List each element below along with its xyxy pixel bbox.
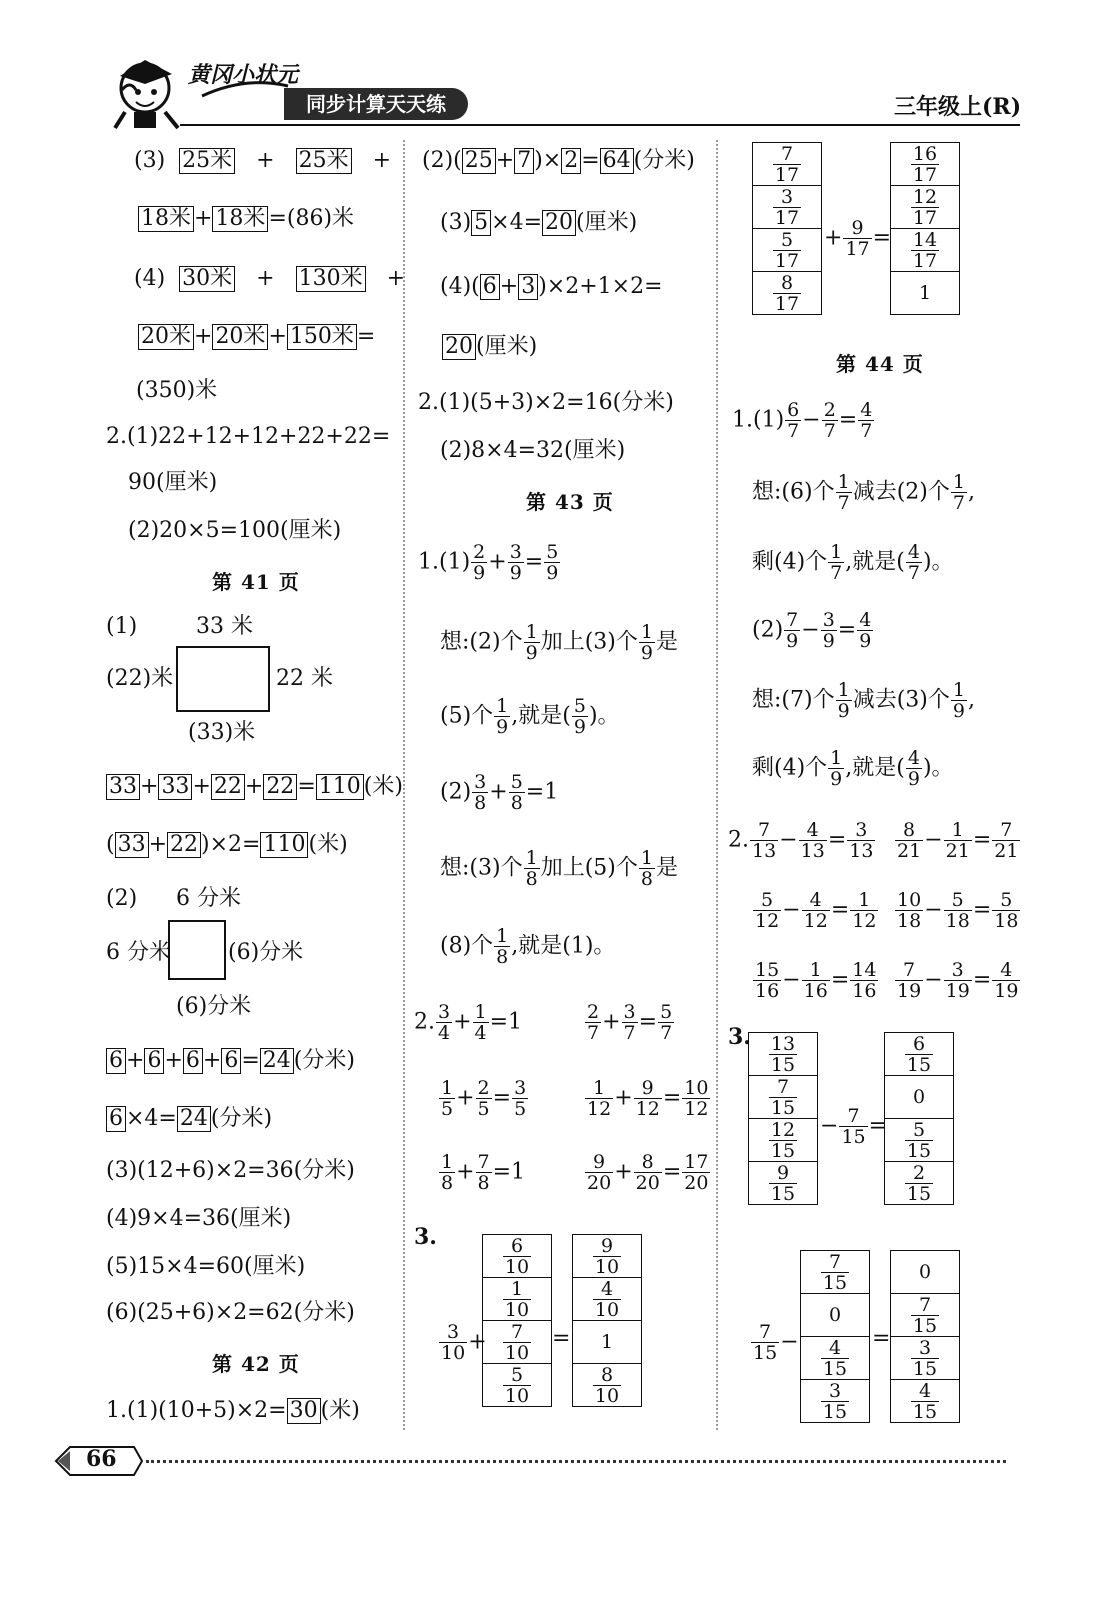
item-label: (1)	[106, 614, 138, 639]
fraction: $\frac{1}{12}$	[587, 1077, 612, 1120]
item-label: (2)	[106, 886, 138, 911]
fraction-table: $\frac{6}{15}$ 0 $\frac{5}{15}$ $\frac{2}{15}$	[884, 1032, 954, 1205]
fraction: $\frac{3}{9}$	[509, 541, 522, 584]
rect-bottom-label: (33)米	[188, 720, 256, 745]
fraction: $\frac{4}{7}$	[860, 399, 873, 442]
fraction-equation: $\frac{5}{12}$ − $\frac{4}{12}$ = $\frac{1}{12}$	[755, 889, 877, 932]
fraction: $\frac{1}{7}$	[830, 541, 843, 584]
fraction-equation: 2. $\frac{7}{13}$ − $\frac{4}{13}$ = $\frac{3}{13}$	[728, 819, 874, 862]
fraction: $\frac{4}{9}$	[859, 609, 872, 652]
think-line: 剩(4)个 $\frac{1}{9}$ ,就是( $\frac{4}{9}$ )。	[752, 747, 954, 790]
fraction: $\frac{5}{8}$	[510, 771, 523, 814]
think-line: 想:(7)个 $\frac{1}{9}$ 减去(3)个 $\frac{1}{9}$ ,	[752, 679, 975, 722]
rectangle-figure	[176, 646, 270, 712]
fraction-equation: $\frac{3}{10}$ +	[441, 1321, 487, 1364]
fraction: $\frac{3}{10}$	[441, 1321, 466, 1364]
fraction: $\frac{1}{12}$	[852, 889, 877, 932]
fraction-equation: $\frac{7}{15}$ −	[753, 1321, 799, 1364]
fraction-table: $\frac{13}{15}$ $\frac{7}{15}$ $\frac{12}{15}$ $\frac{9}{15}$	[748, 1032, 818, 1205]
mascot-icon	[100, 40, 190, 130]
fraction: $\frac{1}{9}$	[952, 679, 965, 722]
fraction: $\frac{4}{7}$	[907, 541, 920, 584]
fraction: $\frac{8}{20}$	[635, 1151, 660, 1194]
square-bottom-label: (6)分米	[176, 994, 252, 1019]
fraction: $\frac{2}{7}$	[587, 1001, 600, 1044]
fraction: $\frac{3}{5}$	[514, 1077, 527, 1120]
fraction: $\frac{4}{9}$	[907, 747, 920, 790]
fraction: $\frac{7}{15}$	[753, 1321, 778, 1364]
answer-line: (3) 5 ×4= 20 (厘米)	[440, 210, 638, 235]
fraction: $\frac{1}{9}$	[837, 679, 850, 722]
footer-dotted-rule	[146, 1460, 1006, 1463]
header-rule	[180, 124, 1020, 126]
fraction-table: $\frac{16}{17}$ $\frac{12}{17}$ $\frac{14}{17}$ 1	[890, 142, 960, 315]
fraction-equation: $\frac{7}{19}$ − $\frac{3}{19}$ = $\frac{4}{19}$	[897, 959, 1019, 1002]
fraction-equation: $\frac{2}{7}$ + $\frac{3}{7}$ = $\frac{5}{7}$	[587, 1001, 673, 1044]
rect-right-label: 22 米	[276, 666, 333, 691]
answer-line: (2)8×4=32(厘米)	[440, 438, 626, 463]
fraction-equation: $\frac{9}{20}$ + $\frac{8}{20}$ = $\frac{17}{20}$	[587, 1151, 709, 1194]
answer-line: 33 + 33 + 22 + 22 = 110 (米)	[106, 772, 403, 802]
think-line: (5)个 $\frac{1}{9}$ ,就是( $\frac{5}{9}$ )。	[440, 695, 620, 738]
think-line: 剩(4)个 $\frac{1}{7}$ ,就是( $\frac{4}{7}$ )。	[752, 541, 954, 584]
fraction: $\frac{4}{12}$	[803, 889, 828, 932]
fraction: $\frac{1}{8}$	[640, 847, 653, 890]
fraction-table: $\frac{7}{15}$ 0 $\frac{4}{15}$ $\frac{3}{15}$	[800, 1250, 870, 1423]
answer-line: (3) 25米 + 25米 +	[134, 148, 391, 173]
rect-left-label: (22)米	[106, 666, 174, 691]
fraction-equation: $\frac{1}{8}$ + $\frac{7}{8}$ =1	[441, 1151, 526, 1194]
rect-top-label: 33 米	[196, 614, 253, 639]
grade-label: 三年级上(R)	[894, 94, 1022, 120]
fraction: $\frac{3}{9}$	[822, 609, 835, 652]
fraction: $\frac{3}{4}$	[438, 1001, 451, 1044]
fraction-equation: 1.(1) $\frac{2}{9}$ + $\frac{3}{9}$ = $\frac{5}{9}$	[418, 541, 559, 584]
answer-line: (2)20×5=100(厘米)	[128, 518, 342, 543]
answer-line: (2)( 25 + 7 )× 2 = 64 (分米)	[422, 148, 695, 173]
answer-line: 18米 + 18米 =(86)米	[138, 204, 354, 234]
question-number: 3.	[414, 1224, 437, 1250]
answer-line: (3)(12+6)×2=36(分米)	[106, 1158, 355, 1183]
fraction-equation: + $\frac{9}{17}$ =	[824, 217, 892, 260]
answer-line: 6 + 6 + 6 + 6 = 24 (分米)	[106, 1046, 355, 1076]
fraction: $\frac{2}{9}$	[473, 541, 486, 584]
fraction: $\frac{1}{9}$	[640, 621, 653, 664]
fraction-equation: (2) $\frac{7}{9}$ − $\frac{3}{9}$ = $\frac{4}{9}$	[752, 609, 872, 652]
fraction: $\frac{14}{16}$	[852, 959, 877, 1002]
think-line: 想:(2)个 $\frac{1}{9}$ 加上(3)个 $\frac{1}{9}$ 是	[440, 621, 678, 664]
fraction: $\frac{5}{7}$	[660, 1001, 673, 1044]
answer-line: 2.(1)22+12+12+22+22=	[106, 424, 391, 449]
think-line: (8)个 $\frac{1}{8}$ ,就是(1)。	[440, 925, 616, 968]
fraction-equation: (2) $\frac{3}{8}$ + $\frac{5}{8}$ =1	[440, 771, 559, 814]
answer-line: (4)9×4=36(厘米)	[106, 1206, 292, 1231]
fraction: $\frac{2}{5}$	[477, 1077, 490, 1120]
fraction-equation: − $\frac{7}{15}$ =	[820, 1105, 888, 1148]
think-line: 想:(3)个 $\frac{1}{8}$ 加上(5)个 $\frac{1}{8}$ 是	[440, 847, 678, 890]
fraction-table: $\frac{6}{10}$ $\frac{1}{10}$ $\frac{7}{10}$ $\frac{5}{10}$	[482, 1234, 552, 1407]
fraction: $\frac{15}{16}$	[755, 959, 780, 1002]
fraction-equation: $\frac{10}{18}$ − $\frac{5}{18}$ = $\frac{5}{18}$	[897, 889, 1019, 932]
page-number: 66	[86, 1446, 117, 1472]
fraction: $\frac{1}{9}$	[525, 621, 538, 664]
fraction: $\frac{1}{7}$	[952, 471, 965, 514]
think-line: 想:(6)个 $\frac{1}{7}$ 减去(2)个 $\frac{1}{7}$ ,	[752, 471, 975, 514]
fraction: $\frac{1}{8}$	[525, 847, 538, 890]
brand-logo: 黄冈小状元	[188, 62, 299, 88]
answer-line: 20 (厘米)	[442, 332, 537, 362]
fraction: $\frac{1}{9}$	[496, 695, 509, 738]
fraction-equation: $\frac{8}{21}$ − $\frac{1}{21}$ = $\frac{7}{21}$	[897, 819, 1019, 862]
fraction-equation: $\frac{1}{5}$ + $\frac{2}{5}$ = $\frac{3}{5}$	[441, 1077, 527, 1120]
fraction: $\frac{1}{9}$	[830, 747, 843, 790]
fraction: $\frac{4}{13}$	[800, 819, 825, 862]
question-number: 3.	[728, 1024, 751, 1050]
fraction: $\frac{7}{8}$	[477, 1151, 490, 1194]
fraction: $\frac{4}{19}$	[994, 959, 1019, 1002]
fraction: $\frac{1}{16}$	[803, 959, 828, 1002]
fraction: $\frac{8}{21}$	[897, 819, 922, 862]
fraction: $\frac{1}{5}$	[441, 1077, 454, 1120]
fraction: $\frac{9}{20}$	[587, 1151, 612, 1194]
fraction: $\frac{1}{4}$	[474, 1001, 487, 1044]
answer-line: 2.(1)(5+3)×2=16(分米)	[418, 390, 674, 415]
column-divider	[716, 140, 718, 1430]
fraction: $\frac{3}{7}$	[623, 1001, 636, 1044]
fraction: $\frac{2}{7}$	[823, 399, 836, 442]
fraction: $\frac{3}{19}$	[945, 959, 970, 1002]
fraction: $\frac{9}{17}$	[845, 217, 870, 260]
page-heading: 第 41 页	[212, 570, 300, 594]
fraction: $\frac{10}{12}$	[684, 1077, 709, 1120]
square-figure	[168, 920, 226, 980]
answer-line: ( 33 + 22 )×2= 110 (米)	[106, 832, 348, 857]
series-banner: 同步计算天天练	[284, 88, 468, 120]
answer-line: 6 ×4= 24 (分米)	[106, 1104, 272, 1134]
column-divider	[403, 140, 405, 1430]
fraction-equation: $\frac{1}{12}$ + $\frac{9}{12}$ = $\frac{10}{12}$	[587, 1077, 709, 1120]
fraction-equation: 1.(1) $\frac{6}{7}$ − $\frac{2}{7}$ = $\frac{4}{7}$	[732, 399, 873, 442]
page-heading: 第 43 页	[526, 490, 614, 514]
fraction: $\frac{1}{21}$	[945, 819, 970, 862]
fraction: $\frac{1}{8}$	[441, 1151, 454, 1194]
fraction: $\frac{3}{8}$	[474, 771, 487, 814]
fraction: $\frac{7}{19}$	[897, 959, 922, 1002]
square-right-label: (6)分米	[228, 940, 304, 965]
answer-line: (5)15×4=60(厘米)	[106, 1254, 306, 1279]
page-heading: 第 44 页	[836, 352, 924, 376]
fraction: $\frac{7}{15}$	[841, 1105, 866, 1148]
answer-line: 20米 + 20米 + 150米 =	[138, 322, 375, 352]
answer-line: 1.(1)(10+5)×2= 30 (米)	[106, 1398, 360, 1423]
answer-line: (4) 30米 + 130米 +	[134, 266, 405, 291]
fraction-equation: 2. $\frac{3}{4}$ + $\frac{1}{4}$ =1	[414, 1001, 523, 1044]
fraction: $\frac{5}{9}$	[546, 541, 559, 584]
fraction: $\frac{5}{12}$	[755, 889, 780, 932]
fraction: $\frac{9}{12}$	[635, 1077, 660, 1120]
fraction-table: 0 $\frac{7}{15}$ $\frac{3}{15}$ $\frac{4}{15}$	[890, 1250, 960, 1423]
fraction: $\frac{17}{20}$	[684, 1151, 709, 1194]
fraction: $\frac{7}{21}$	[994, 819, 1019, 862]
answer-line: (6)(25+6)×2=62(分米)	[106, 1300, 355, 1325]
square-top-label: 6 分米	[176, 886, 241, 911]
page-heading: 第 42 页	[212, 1352, 300, 1376]
fraction: $\frac{5}{18}$	[945, 889, 970, 932]
equals-sign: =	[872, 1326, 891, 1351]
fraction: $\frac{3}{13}$	[849, 819, 874, 862]
answer-line: 90(厘米)	[128, 470, 218, 495]
fraction: $\frac{5}{9}$	[573, 695, 586, 738]
equals-sign: =	[552, 1326, 571, 1351]
fraction-equation: $\frac{15}{16}$ − $\frac{1}{16}$ = $\frac{14}{16}$	[755, 959, 877, 1002]
fraction: $\frac{1}{7}$	[837, 471, 850, 514]
fraction: $\frac{7}{9}$	[786, 609, 799, 652]
fraction: $\frac{5}{18}$	[994, 889, 1019, 932]
fraction-table: $\frac{7}{17}$ $\frac{3}{17}$ $\frac{5}{17}$ $\frac{8}{17}$	[752, 142, 822, 315]
swoosh-icon	[200, 80, 290, 100]
fraction: $\frac{6}{7}$	[787, 399, 800, 442]
answer-line: (4)( 6 + 3 )×2+1×2=	[440, 274, 663, 299]
fraction: $\frac{1}{8}$	[496, 925, 509, 968]
square-left-label: 6 分米	[106, 940, 171, 965]
fraction: $\frac{7}{13}$	[752, 819, 777, 862]
fraction: $\frac{10}{18}$	[897, 889, 922, 932]
fraction-table: $\frac{9}{10}$ $\frac{4}{10}$ 1 $\frac{8}{10}$	[572, 1234, 642, 1407]
answer-line: (350)米	[136, 378, 218, 403]
